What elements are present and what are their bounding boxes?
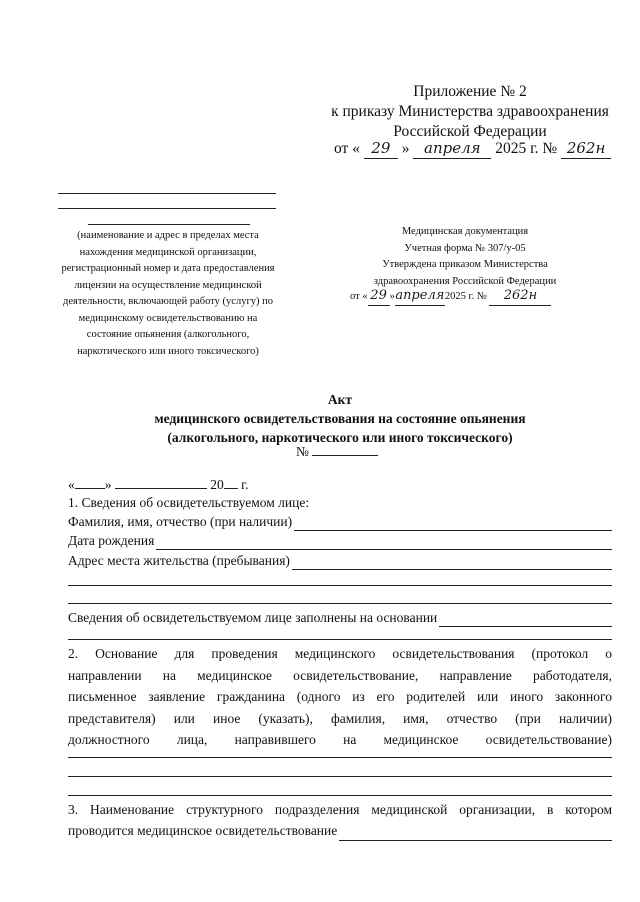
section3-row-2	[68, 820, 612, 841]
address-label: Адрес места жительства (пребывания)	[68, 553, 290, 568]
basis-row	[68, 608, 612, 627]
section2-line-1: 2. Основание для проведения медицинского освидетельствования (протокол о	[68, 646, 612, 661]
appendix-order-line: к приказу Министерства здравоохранения	[331, 103, 609, 120]
section2-fill-line-1[interactable]	[68, 757, 612, 758]
appendix-date-prefix: от «	[334, 140, 360, 157]
basis-field[interactable]	[439, 612, 612, 627]
act-title-line-1: Акт	[327, 392, 353, 407]
appendix-date-line	[334, 138, 624, 159]
act-title-line-2: медицинского освидетельствования на состояние опьянения	[154, 411, 526, 426]
appendix-title: Приложение № 2	[413, 83, 527, 100]
appendix-country-line: Российской Федерации	[393, 123, 547, 140]
section2-line-4: представителя) или иное (указать), фамилия, имя, отчество (при наличии)	[68, 710, 612, 726]
address-field[interactable]	[292, 555, 612, 570]
fio-field[interactable]	[294, 516, 612, 531]
appendix-day: 29	[364, 138, 398, 159]
address-row	[68, 551, 612, 570]
fio-row	[68, 512, 612, 531]
section2-fill-line-3[interactable]	[68, 795, 612, 796]
act-year-field[interactable]	[224, 476, 238, 489]
doc-info-line-2: Учетная форма № 307/у-05	[404, 242, 526, 254]
section3-line-2: проводится медицинское освидетельствование	[68, 823, 338, 838]
appendix-month: апреля	[413, 138, 491, 159]
doc-info-year-text: 2025 г. №	[444, 291, 487, 302]
appendix-quote-close: »	[401, 140, 410, 157]
doc-info-date-line	[350, 288, 600, 306]
org-name-line-2	[58, 208, 276, 209]
doc-info	[340, 224, 590, 290]
org-caption: (наименование и адрес в пределах места нахождения медицинской организации, регистрационный номер и дата предоставления лицензии на осуществление медицинской деятельности, включающей работу (услугу) по медицинскому освидетельствованию на состояние опьянения (алкогольного, наркотического или иного токсического)	[61, 230, 275, 357]
birth-label: Дата рождения	[68, 533, 155, 548]
act-date-close: »	[104, 477, 112, 492]
basis-continuation-line[interactable]	[68, 639, 612, 640]
act-day-field[interactable]	[75, 476, 105, 489]
section3-line-1: 3. Наименование структурного подразделения медицинской организации, в котором	[68, 802, 612, 817]
doc-info-month: апреля	[395, 288, 445, 306]
section2-line-2: направлении на медицинское освидетельствование, направление работодателя,	[68, 667, 612, 683]
doc-info-number: 262н	[489, 288, 551, 306]
act-title-line-3: (алкогольного, наркотического или иного токсического)	[167, 430, 513, 445]
section2-fill-line-2[interactable]	[68, 776, 612, 777]
doc-info-line-1: Медицинская документация	[401, 226, 529, 237]
appendix-year-text: 2025 г. №	[495, 140, 558, 157]
section1-heading: 1. Сведения об освидетельствуемом лице:	[68, 495, 310, 510]
act-number-field[interactable]	[312, 443, 378, 456]
birth-field[interactable]	[156, 535, 612, 550]
address-continuation-line-1[interactable]	[68, 585, 612, 586]
section3-text	[68, 799, 612, 841]
act-year-suffix: г.	[241, 477, 249, 492]
act-month-field[interactable]	[115, 476, 207, 489]
address-continuation-line-2[interactable]	[68, 603, 612, 604]
basis-label: Сведения об освидетельствуемом лице заполнены на основании	[68, 610, 438, 625]
appendix-number: 262н	[561, 138, 611, 159]
section2-text	[68, 643, 612, 751]
act-date-open: «	[68, 477, 75, 492]
doc-info-line-4: здравоохранения Российской Федерации	[373, 275, 557, 287]
section3-field[interactable]	[339, 826, 612, 841]
doc-info-quote-close: »	[389, 291, 395, 302]
act-date-row	[68, 475, 249, 494]
org-name-line-1	[58, 193, 276, 194]
appendix-header	[320, 82, 620, 142]
doc-info-day: 29	[368, 288, 390, 306]
org-name-line-3	[88, 224, 250, 225]
act-number-row	[296, 442, 378, 461]
act-title	[60, 390, 620, 447]
birth-row	[68, 531, 612, 550]
section2-line-3: письменное заявление гражданина (одного из его родителей или иного законного	[68, 689, 612, 704]
doc-info-date-prefix: от «	[350, 291, 368, 302]
section2-line-5: должностного лица, направившего на медицинское освидетельствование)	[68, 732, 612, 747]
act-year-prefix: 20	[210, 477, 224, 492]
act-number-label: №	[296, 444, 309, 459]
doc-info-line-3: Утверждена приказом Министерства	[382, 259, 548, 270]
fio-label: Фамилия, имя, отчество (при наличии)	[68, 514, 293, 529]
